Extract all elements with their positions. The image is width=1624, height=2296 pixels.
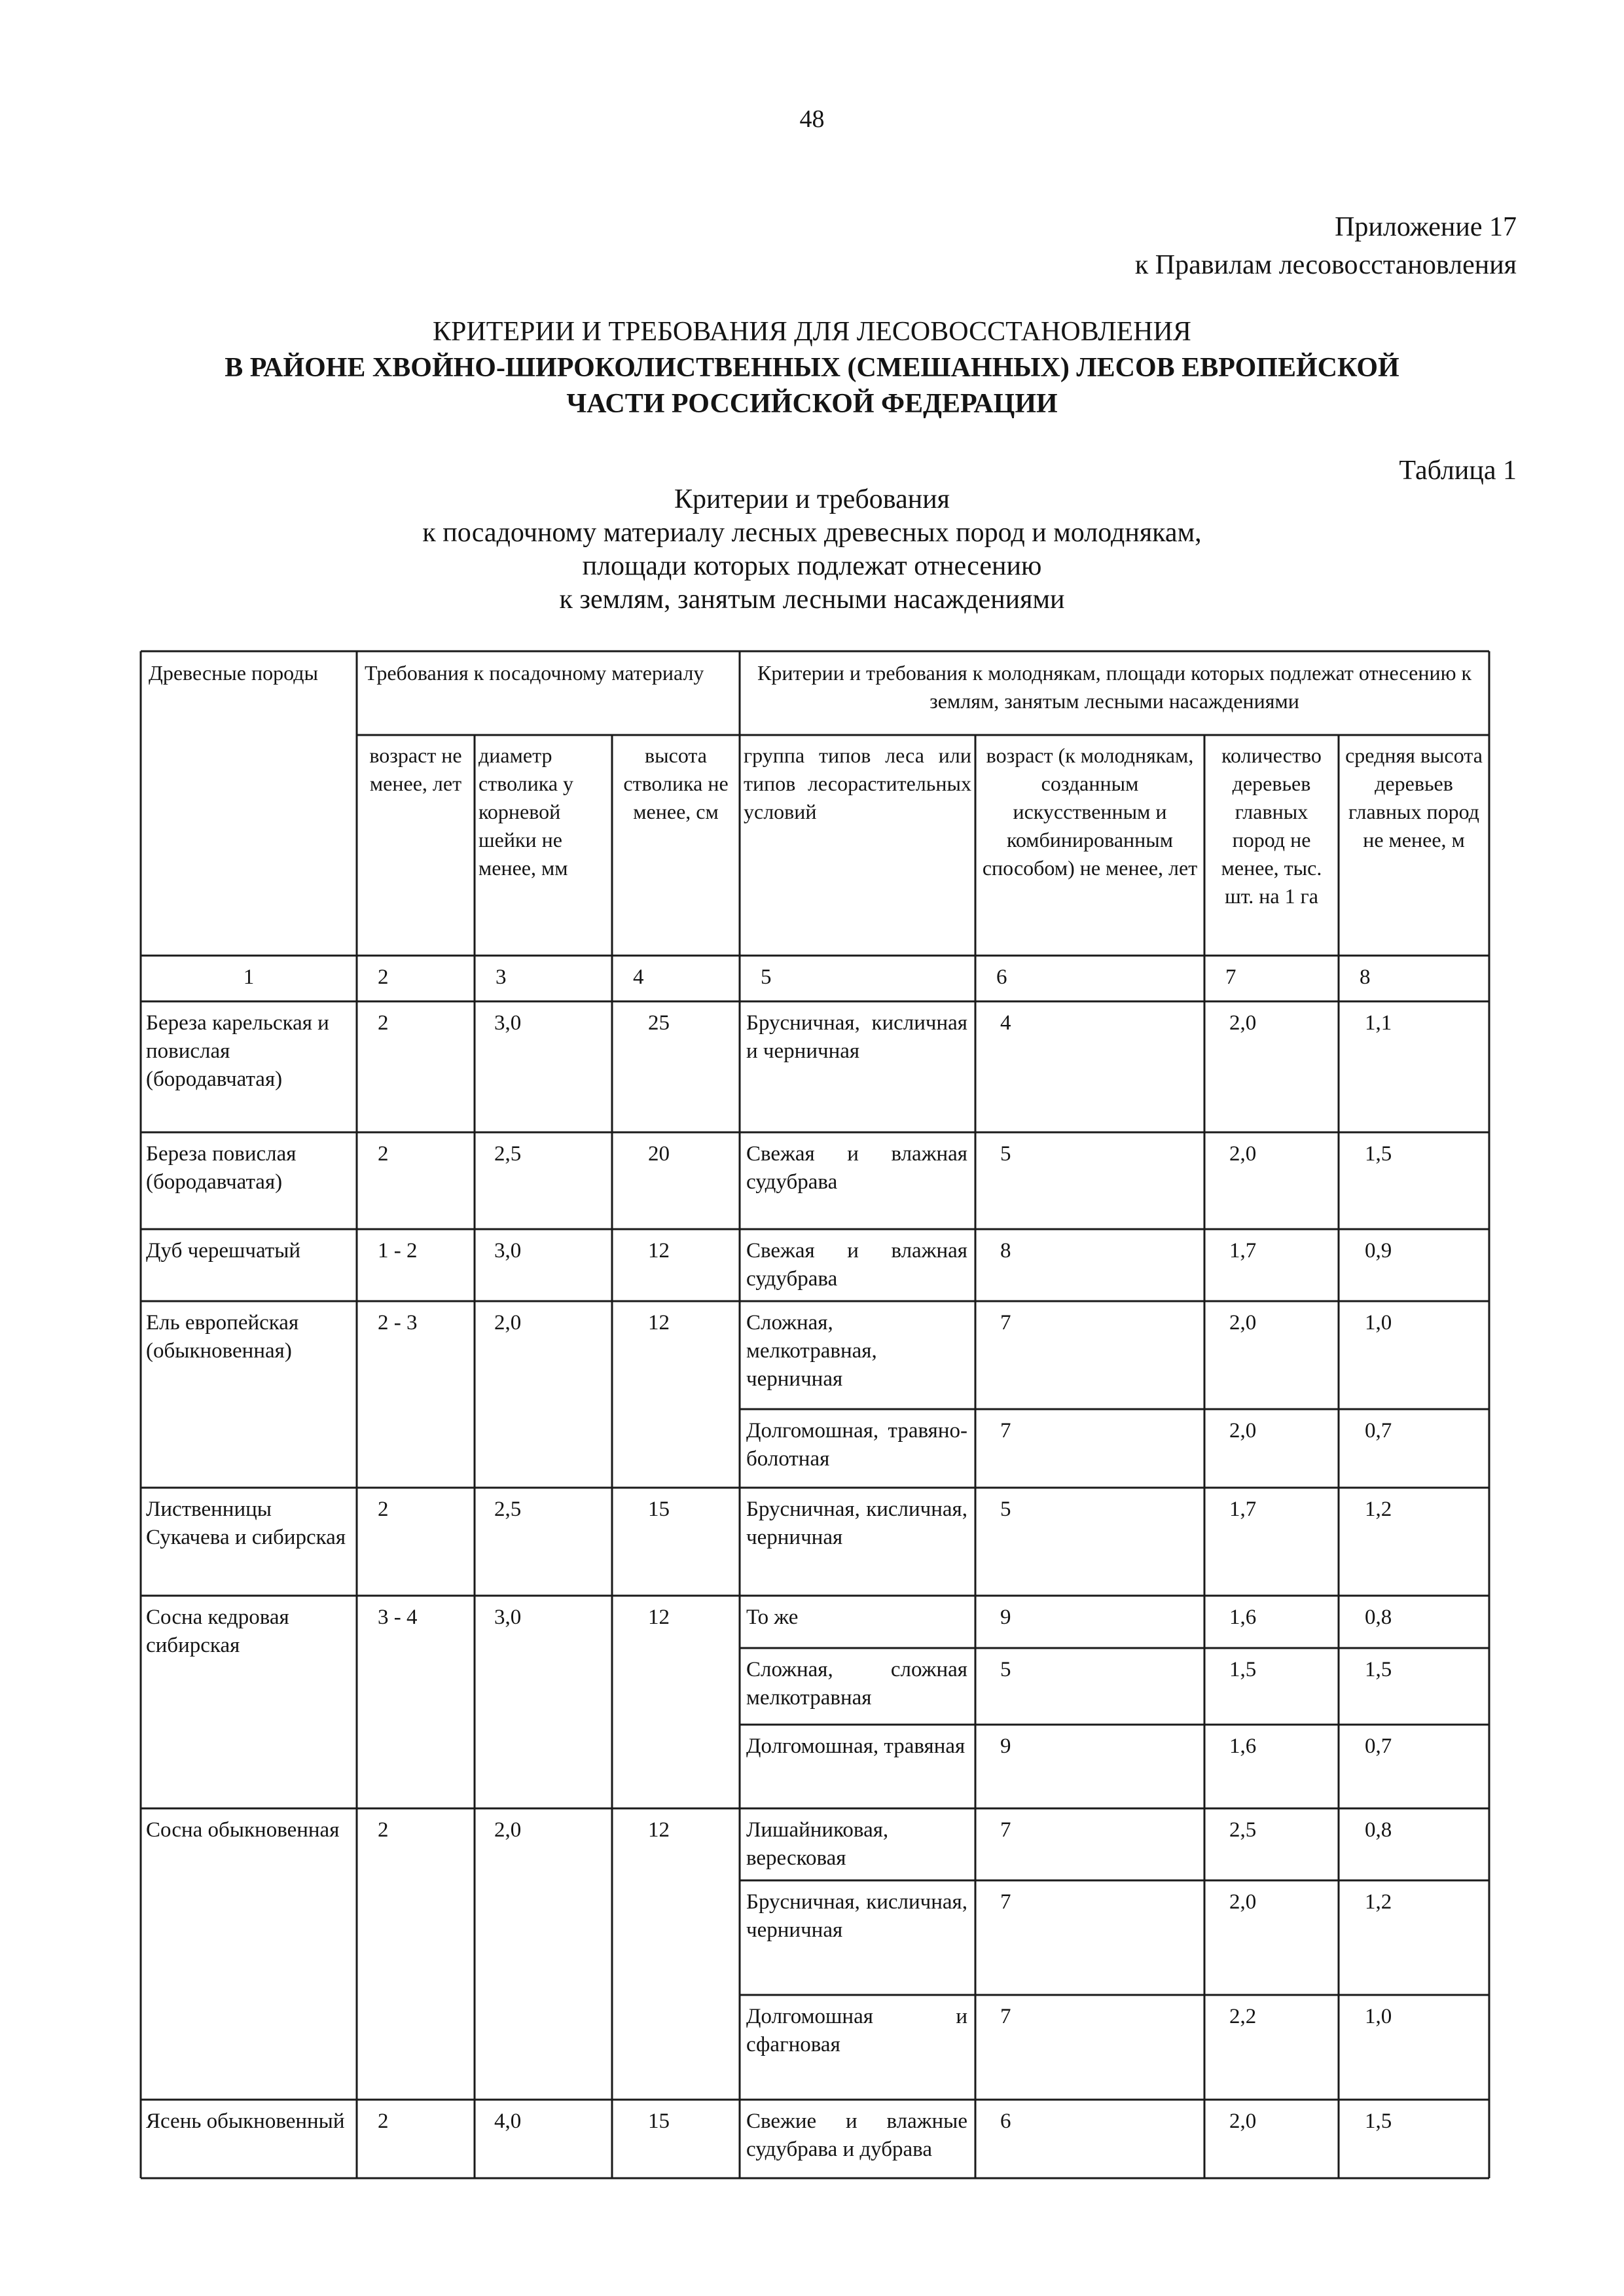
average-height: 1,2 — [1365, 1890, 1392, 1914]
stem-diameter: 2,0 — [494, 1311, 522, 1335]
seedling-age: 2 - 3 — [378, 1311, 418, 1335]
seedling-age: 1 - 2 — [378, 1239, 418, 1263]
stem-height: 25 — [648, 1011, 670, 1035]
forest-type-group: Долгомошная и сфагновая — [746, 2005, 967, 2056]
forest-type-group: Брусничная, кисличная, черничная — [746, 1498, 967, 1549]
stem-diameter: 2,5 — [494, 1498, 522, 1521]
column-number-7: 7 — [1225, 965, 1236, 989]
caption-line-3: площади которых подлежат отнесению — [582, 551, 1042, 581]
stem-height: 12 — [648, 1605, 670, 1629]
species-name: Ясень обыкновенный — [146, 2109, 345, 2133]
forest-type-group: Сложная, мелкотравная, черничная — [746, 1311, 877, 1391]
average-height: 1,5 — [1365, 1658, 1392, 1681]
species-name: Береза повислая (бородавчатая) — [146, 1142, 297, 1194]
subheader-avg-height: средняя высота деревьев главных пород не менее, м — [1345, 744, 1483, 852]
average-height: 0,8 — [1365, 1818, 1392, 1842]
forest-type-group: Сложная, сложная мелкотравная — [746, 1658, 967, 1710]
column-number-5: 5 — [761, 965, 772, 989]
young-stand-age: 9 — [1000, 1605, 1011, 1629]
species-name: Лиственницы Сукачева и сибирская — [146, 1498, 346, 1549]
tree-count: 1,6 — [1229, 1605, 1257, 1629]
caption-line-1: Критерии и требования — [674, 484, 950, 514]
column-number-6: 6 — [996, 965, 1007, 989]
forest-type-group: Свежая и влажная судубрава — [746, 1142, 967, 1194]
average-height: 1,1 — [1365, 1011, 1392, 1035]
table-label: Таблица 1 — [1399, 456, 1517, 486]
average-height: 1,0 — [1365, 1311, 1392, 1335]
subheader-age: возраст не менее, лет — [369, 744, 462, 795]
tree-count: 1,5 — [1229, 1658, 1257, 1681]
forest-type-group: Свежая и влажная судубрава — [746, 1239, 967, 1291]
stem-diameter: 3,0 — [494, 1239, 522, 1263]
stem-diameter: 2,0 — [494, 1818, 522, 1842]
page-number: 48 — [799, 105, 825, 133]
species-name: Ель европейская (обыкновенная) — [146, 1311, 299, 1363]
seedling-age: 3 - 4 — [378, 1605, 418, 1629]
stem-height: 15 — [648, 1498, 670, 1521]
tree-count: 1,6 — [1229, 1734, 1257, 1758]
title-line-1: КРИТЕРИИ И ТРЕБОВАНИЯ ДЛЯ ЛЕСОВОССТАНОВЛЕНИЯ — [433, 317, 1191, 347]
stem-height: 12 — [648, 1818, 670, 1842]
stem-diameter: 3,0 — [494, 1011, 522, 1035]
subheader-count: количество деревьев главных пород не менее, тыс. шт. на 1 га — [1221, 744, 1322, 908]
seedling-age: 2 — [378, 1818, 389, 1842]
young-stand-age: 6 — [1000, 2109, 1011, 2133]
seedling-age: 2 — [378, 1498, 389, 1521]
column-number-4: 4 — [633, 965, 644, 989]
title-line-3: ЧАСТИ РОССИЙСКОЙ ФЕДЕРАЦИИ — [566, 389, 1058, 419]
young-stand-age: 5 — [1000, 1658, 1011, 1681]
forest-type-group: Брусничная, кисличная, черничная — [746, 1890, 967, 1942]
young-stand-age: 7 — [1000, 1311, 1011, 1335]
stem-height: 12 — [648, 1311, 670, 1335]
species-name: Дуб черешчатый — [146, 1239, 301, 1263]
subheader-young-age: возраст (к молоднякам, созданным искусственным и комбинированным способом) не менее, лет — [982, 744, 1198, 880]
column-number-3: 3 — [496, 965, 507, 989]
average-height: 0,7 — [1365, 1734, 1392, 1758]
forest-type-group: Лишайниковая, вересковая — [746, 1818, 889, 1870]
forest-type-group: То же — [746, 1605, 799, 1629]
young-stand-age: 7 — [1000, 1818, 1011, 1842]
tree-count: 2,0 — [1229, 2109, 1257, 2133]
young-stand-age: 7 — [1000, 1890, 1011, 1914]
tree-count: 1,7 — [1229, 1498, 1257, 1521]
stem-height: 20 — [648, 1142, 670, 1166]
stem-height: 12 — [648, 1239, 670, 1263]
column-number-2: 2 — [378, 965, 389, 989]
young-stand-age: 7 — [1000, 2005, 1011, 2028]
stem-diameter: 3,0 — [494, 1605, 522, 1629]
appendix-line-1: Приложение 17 — [1335, 212, 1517, 242]
young-stand-age: 8 — [1000, 1239, 1011, 1263]
header-young-stand-criteria: Критерии и требования к молоднякам, площади которых подлежат отнесению к землям, занятым лесными насаждениями — [757, 661, 1472, 713]
seedling-age: 2 — [378, 1011, 389, 1035]
seedling-age: 2 — [378, 1142, 389, 1166]
header-planting-requirements: Требования к посадочному материалу — [365, 661, 704, 685]
young-stand-age: 5 — [1000, 1142, 1011, 1166]
tree-count: 2,0 — [1229, 1419, 1257, 1443]
tree-count: 1,7 — [1229, 1239, 1257, 1263]
forest-type-group: Долгомошная, травяная — [746, 1734, 965, 1758]
forest-type-group: Свежие и влажные судубрава и дубрава — [746, 2109, 967, 2161]
stem-diameter: 4,0 — [494, 2109, 522, 2133]
caption-line-2: к посадочному материалу лесных древесных пород и молоднякам, — [422, 518, 1202, 548]
caption-line-4: к землям, занятым лесными насаждениями — [559, 584, 1065, 615]
average-height: 1,5 — [1365, 2109, 1392, 2133]
tree-count: 2,5 — [1229, 1818, 1257, 1842]
subheader-height: высота стволика не менее, см — [623, 744, 729, 823]
young-stand-age: 9 — [1000, 1734, 1011, 1758]
species-name: Сосна обыкновенная — [146, 1818, 340, 1842]
species-name: Береза карельская и повислая (бородавчатая) — [146, 1011, 329, 1091]
subheader-diameter: диаметр стволика у корневой шейки не менее, мм — [478, 744, 574, 880]
stem-diameter: 2,5 — [494, 1142, 522, 1166]
average-height: 1,0 — [1365, 2005, 1392, 2028]
title-line-2: В РАЙОНЕ ХВОЙНО-ШИРОКОЛИСТВЕННЫХ (СМЕШАННЫХ) ЛЕСОВ ЕВРОПЕЙСКОЙ — [225, 353, 1399, 383]
column-number-1: 1 — [243, 965, 255, 989]
young-stand-age: 4 — [1000, 1011, 1011, 1035]
young-stand-age: 7 — [1000, 1419, 1011, 1443]
forest-type-group: Брусничная, кисличная и черничная — [746, 1011, 967, 1063]
average-height: 0,9 — [1365, 1239, 1392, 1263]
column-number-8: 8 — [1360, 965, 1371, 989]
young-stand-age: 5 — [1000, 1498, 1011, 1521]
average-height: 1,2 — [1365, 1498, 1392, 1521]
seedling-age: 2 — [378, 2109, 389, 2133]
species-name: Сосна кедровая сибирская — [146, 1605, 289, 1657]
tree-count: 2,0 — [1229, 1011, 1257, 1035]
tree-count: 2,0 — [1229, 1142, 1257, 1166]
average-height: 0,7 — [1365, 1419, 1392, 1443]
forest-type-group: Долгомошная, травяно-болотная — [746, 1419, 967, 1471]
appendix-line-2: к Правилам лесовосстановления — [1134, 250, 1517, 280]
average-height: 1,5 — [1365, 1142, 1392, 1166]
average-height: 0,8 — [1365, 1605, 1392, 1629]
header-species: Древесные породы — [149, 661, 318, 685]
subheader-forest-type: группа типов леса или типов лесорастительных условий — [744, 744, 971, 823]
tree-count: 2,0 — [1229, 1890, 1257, 1914]
tree-count: 2,2 — [1229, 2005, 1257, 2028]
tree-count: 2,0 — [1229, 1311, 1257, 1335]
stem-height: 15 — [648, 2109, 670, 2133]
